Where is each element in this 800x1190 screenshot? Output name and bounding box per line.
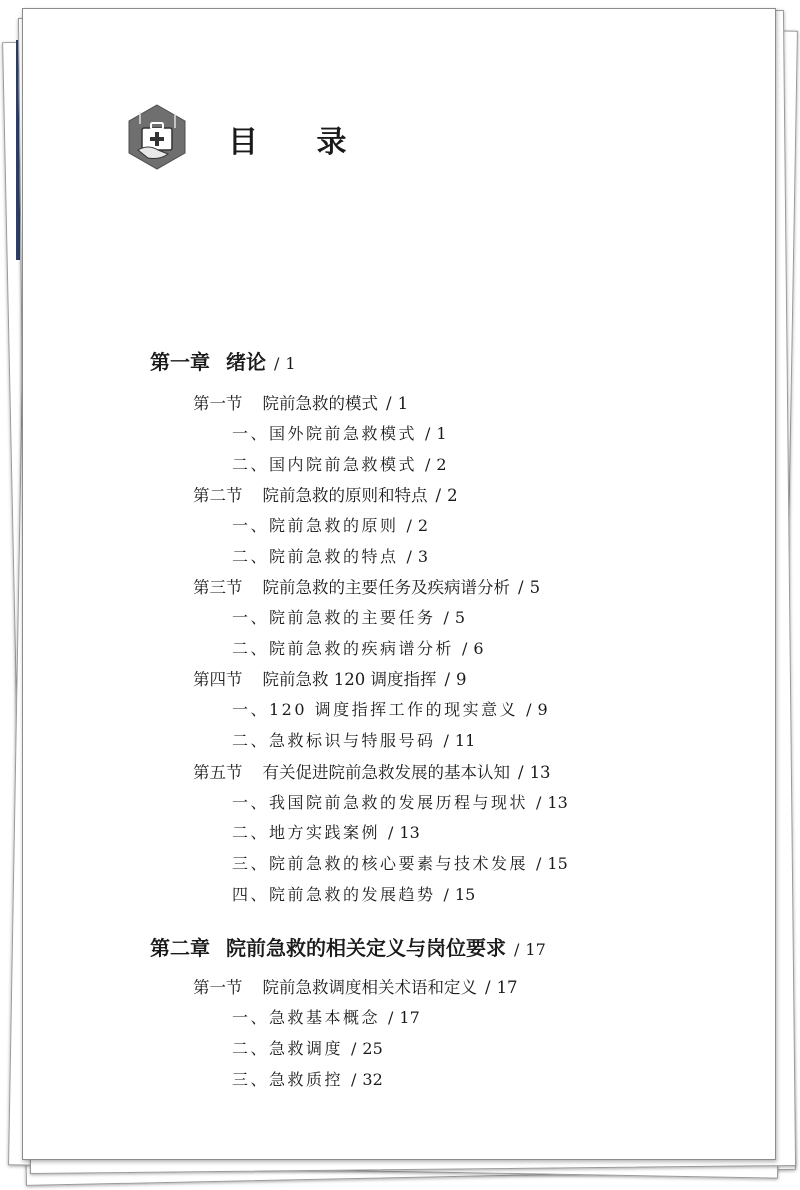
- page-separator: /: [388, 1008, 394, 1027]
- page-number: 9: [456, 670, 467, 689]
- item-title: 三、急救质控: [232, 1070, 344, 1089]
- toc-section[interactable]: [193, 482, 458, 506]
- page-number: 1: [436, 424, 447, 443]
- toc-item[interactable]: [232, 544, 428, 567]
- chapter-number: 第二章: [150, 936, 210, 960]
- item-title: 四、院前急救的发展趋势: [232, 885, 436, 904]
- page-number: 32: [362, 1070, 383, 1089]
- item-title: 二、院前急救的特点: [232, 547, 399, 566]
- item-title: 二、地方实践案例: [232, 823, 381, 842]
- toc-section[interactable]: [193, 974, 518, 998]
- page-number: 13: [399, 823, 420, 842]
- chapter-title: 院前急救的相关定义与岗位要求: [226, 936, 506, 960]
- toc-item[interactable]: [232, 1036, 383, 1059]
- toc-item[interactable]: [232, 605, 465, 628]
- section-title: 院前急救的主要任务及疾病谱分析: [262, 578, 510, 597]
- page-separator: /: [425, 455, 431, 474]
- toc-item[interactable]: [232, 728, 475, 751]
- chapter-number: 第一章: [150, 350, 210, 374]
- item-title: 一、120 调度指挥工作的现实意义: [232, 700, 519, 719]
- page-number: 13: [547, 793, 568, 812]
- chapter-title: 绪论: [226, 350, 266, 374]
- page-number: 13: [529, 763, 551, 782]
- toc-chapter[interactable]: [150, 346, 296, 375]
- page-separator: /: [443, 885, 449, 904]
- item-title: 一、院前急救的主要任务: [232, 608, 436, 627]
- page-number: 6: [473, 639, 484, 658]
- page-separator: /: [462, 639, 468, 658]
- toc-item[interactable]: [232, 820, 420, 843]
- page-separator: /: [444, 670, 451, 689]
- page-number: 17: [525, 940, 546, 959]
- page-separator: /: [388, 823, 394, 842]
- section-number: 第四节: [193, 670, 243, 689]
- page-separator: /: [518, 763, 524, 782]
- page-separator: /: [435, 486, 442, 505]
- page-title: 目 录: [228, 125, 371, 160]
- item-title: 一、院前急救的原则: [232, 516, 399, 535]
- toc-chapter[interactable]: [150, 932, 546, 961]
- section-number: 第二节: [193, 486, 243, 505]
- item-title: 一、急救基本概念: [232, 1008, 381, 1027]
- toc-section[interactable]: [193, 390, 408, 414]
- section-title: 有关促进院前急救发展的基本认知: [262, 763, 510, 782]
- toc-item[interactable]: [232, 851, 568, 874]
- toc-item[interactable]: [232, 1067, 383, 1090]
- page-separator: /: [386, 394, 392, 413]
- item-title: 二、国内院前急救模式: [232, 455, 418, 474]
- toc-item[interactable]: [232, 452, 447, 475]
- toc-item[interactable]: [232, 513, 428, 536]
- item-title: 一、我国院前急救的发展历程与现状: [232, 793, 529, 812]
- page-separator: /: [425, 424, 431, 443]
- page-number: 2: [436, 455, 447, 474]
- page-number: 1: [397, 394, 409, 413]
- toc-item[interactable]: [232, 790, 568, 813]
- section-number: 第三节: [193, 578, 243, 597]
- page-separator: /: [518, 578, 524, 597]
- page-number: 25: [362, 1039, 383, 1058]
- page-number: 15: [454, 885, 476, 904]
- page-separator: /: [536, 793, 542, 812]
- page-number: 17: [399, 1008, 420, 1027]
- page-separator: /: [406, 516, 412, 535]
- page-separator: /: [443, 731, 449, 750]
- section-title: 院前急救的模式: [262, 394, 378, 413]
- page-separator: /: [536, 854, 542, 873]
- page-number: 2: [447, 486, 458, 505]
- toc-section[interactable]: [193, 666, 467, 690]
- page-number: 9: [537, 700, 548, 719]
- page-number: 17: [496, 978, 518, 997]
- item-title: 二、院前急救的疾病谱分析: [232, 639, 455, 658]
- first-aid-kit-icon: [128, 104, 186, 170]
- page-separator: /: [514, 940, 520, 959]
- toc-item[interactable]: [232, 421, 447, 444]
- toc-item[interactable]: [232, 1005, 420, 1028]
- page-separator: /: [526, 700, 532, 719]
- page-number: 15: [547, 854, 568, 873]
- page-number: 11: [454, 731, 476, 750]
- section-number: 第五节: [193, 763, 243, 782]
- page-number: 5: [454, 608, 466, 627]
- section-number: 第一节: [193, 394, 243, 413]
- section-title: 院前急救调度相关术语和定义: [262, 978, 477, 997]
- page-separator: /: [274, 354, 280, 373]
- item-title: 一、国外院前急救模式: [232, 424, 418, 443]
- toc-item[interactable]: [232, 697, 548, 720]
- page-number: 1: [285, 354, 296, 373]
- page-separator: /: [406, 547, 412, 566]
- page-number: 5: [529, 578, 541, 597]
- page-separator: /: [351, 1070, 357, 1089]
- page-separator: /: [443, 608, 449, 627]
- section-number: 第一节: [193, 978, 243, 997]
- toc-section[interactable]: [193, 574, 540, 598]
- section-title: 院前急救的原则和特点: [262, 486, 428, 505]
- toc-item[interactable]: [232, 882, 475, 905]
- page-separator: /: [351, 1039, 357, 1058]
- item-title: 二、急救标识与特服号码: [232, 731, 436, 750]
- toc-item[interactable]: [232, 636, 484, 659]
- page-number: 2: [417, 516, 429, 535]
- section-title: 院前急救 120 调度指挥: [262, 670, 437, 689]
- item-title: 二、急救调度: [232, 1039, 344, 1058]
- page-number: 3: [417, 547, 429, 566]
- page-separator: /: [485, 978, 491, 997]
- item-title: 三、院前急救的核心要素与技术发展: [232, 854, 529, 873]
- toc-section[interactable]: [193, 759, 551, 783]
